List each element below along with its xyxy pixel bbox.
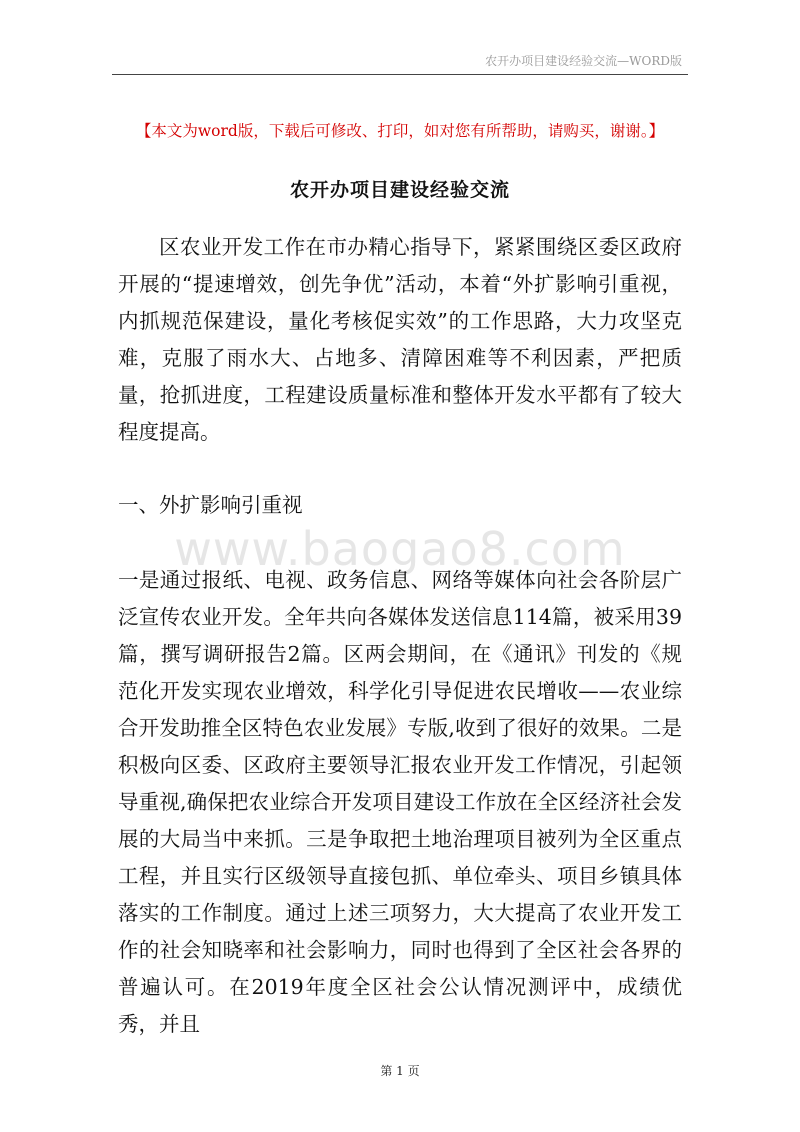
page-number: 第 1 页 [380, 1064, 420, 1078]
header-divider [112, 74, 688, 75]
document-title: 农开办项目建设经验交流 [289, 179, 510, 201]
purchase-notice: 【本文为word版，下载后可修改、打印，如对您有所帮助，请购买，谢谢。】 [135, 122, 665, 140]
intro-paragraph: 区农业开发工作在市办精心指导下，紧紧围绕区委区政府开展的“提速增效，创先争优”活动，本着“外扩影响引重视，内抓规范保建设，量化考核促实效”的工作思路，大力攻坚克难，克服了雨水大、占地多、清障困难等不利因素，严把质量，抢抓进度，工程建设质量标准和整体开发水平都有了较大程度提高。 [118, 235, 682, 444]
section-heading: 一、外扩影响引重视 [118, 493, 303, 517]
page-header: 农开办项目建设经验交流—WORD版 [485, 54, 682, 68]
watermark: www.baogao8.com [174, 522, 626, 576]
body-paragraph: 一是通过报纸、电视、政务信息、网络等媒体向社会各阶层广泛宣传农业开发。全年共向各媒体发送信息114篇，被采用39篇，撰写调研报告2篇。区两会期间，在《通讯》刊发的《规范化开发实现农业增效，科学化引导促进农民增收——农业综合开发助推全区特色农业发展》专版,收到了很好的效果。二是积极向区委、区政府主要领导汇报农业开发工作情况，引起领导重视,确保把农业综合开发项目建设工作放在全区经济社会发展的大局当中来抓。三是争取把土地治理项目被列为全区重点工程，并且实行区级领导直接包抓、单位牵头、项目乡镇具体落实的工作制度。通过上述三项努力，大大提高了农业开发工作的社会知晓率和社会影响力，同时也得到了全区社会各界的普遍认可。在2019年度全区社会公认情况测评中，成绩优秀，并且 [118, 568, 682, 1036]
